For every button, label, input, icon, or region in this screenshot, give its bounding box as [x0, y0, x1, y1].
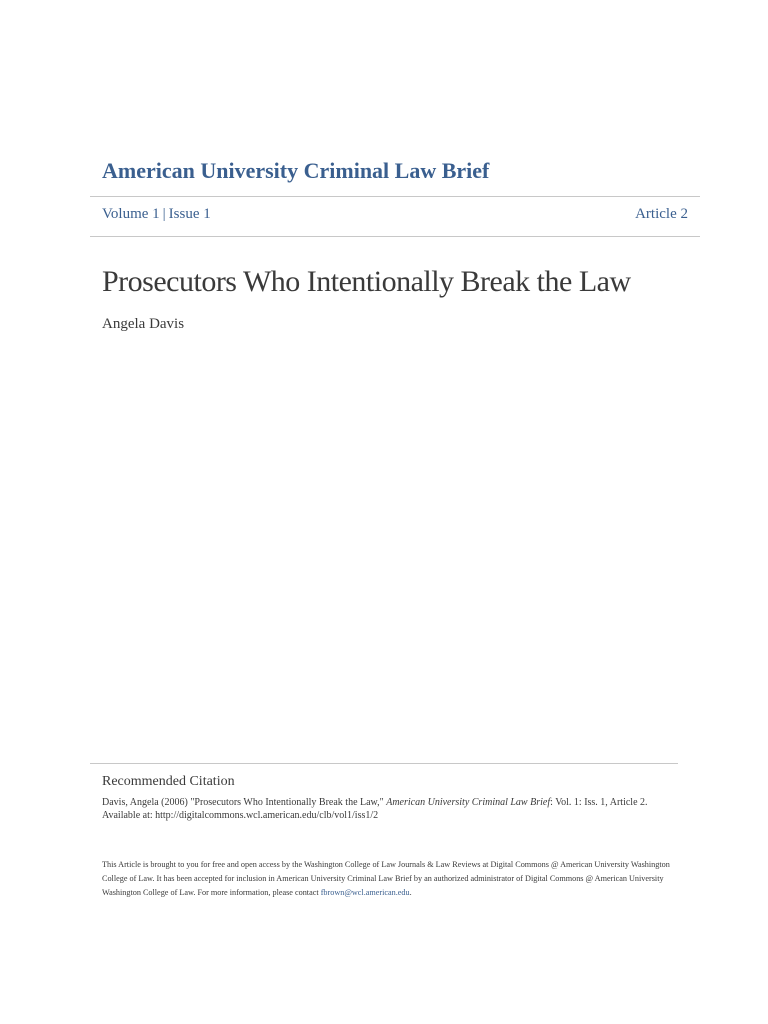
divider-bottom	[90, 236, 700, 237]
citation-available: Available at: http://digitalcommons.wcl.american.edu/clb/vol1/iss1/2	[102, 810, 379, 821]
article-title: Prosecutors Who Intentionally Break the Law	[102, 265, 631, 298]
divider-top	[90, 196, 700, 197]
recommended-citation-heading: Recommended Citation	[102, 774, 235, 789]
journal-title[interactable]: American University Criminal Law Brief	[102, 158, 490, 183]
volume-link[interactable]: Volume 1	[102, 206, 160, 222]
citation-divider	[90, 763, 678, 764]
article-author: Angela Davis	[102, 316, 185, 332]
contact-email-link[interactable]: fbrown@wcl.american.edu	[320, 888, 410, 897]
issue-separator: |	[162, 206, 166, 222]
citation-suffix: : Vol. 1: Iss. 1, Article 2.	[550, 797, 648, 808]
access-note-text: This Article is brought to you for free and open access by the Washington College of Law Journals & Law Reviews at Digital Commons @ American University Washington College of Law. It has been accepted for inclusion in American University Criminal Law Brief by an authorized administrator of Digital Commons @ American University Washington College of Law. For more information, please contact	[102, 860, 670, 897]
issue-link[interactable]: Issue 1	[168, 206, 211, 222]
issue-navigation	[102, 206, 211, 223]
citation-journal: American University Criminal Law Brief	[386, 797, 551, 808]
access-note-end: .	[409, 888, 412, 897]
citation-prefix: Davis, Angela (2006) "Prosecutors Who Intentionally Break the Law,"	[102, 797, 387, 808]
citation-text	[102, 796, 682, 822]
access-note	[102, 858, 692, 900]
article-number-link[interactable]: Article 2	[635, 206, 688, 222]
